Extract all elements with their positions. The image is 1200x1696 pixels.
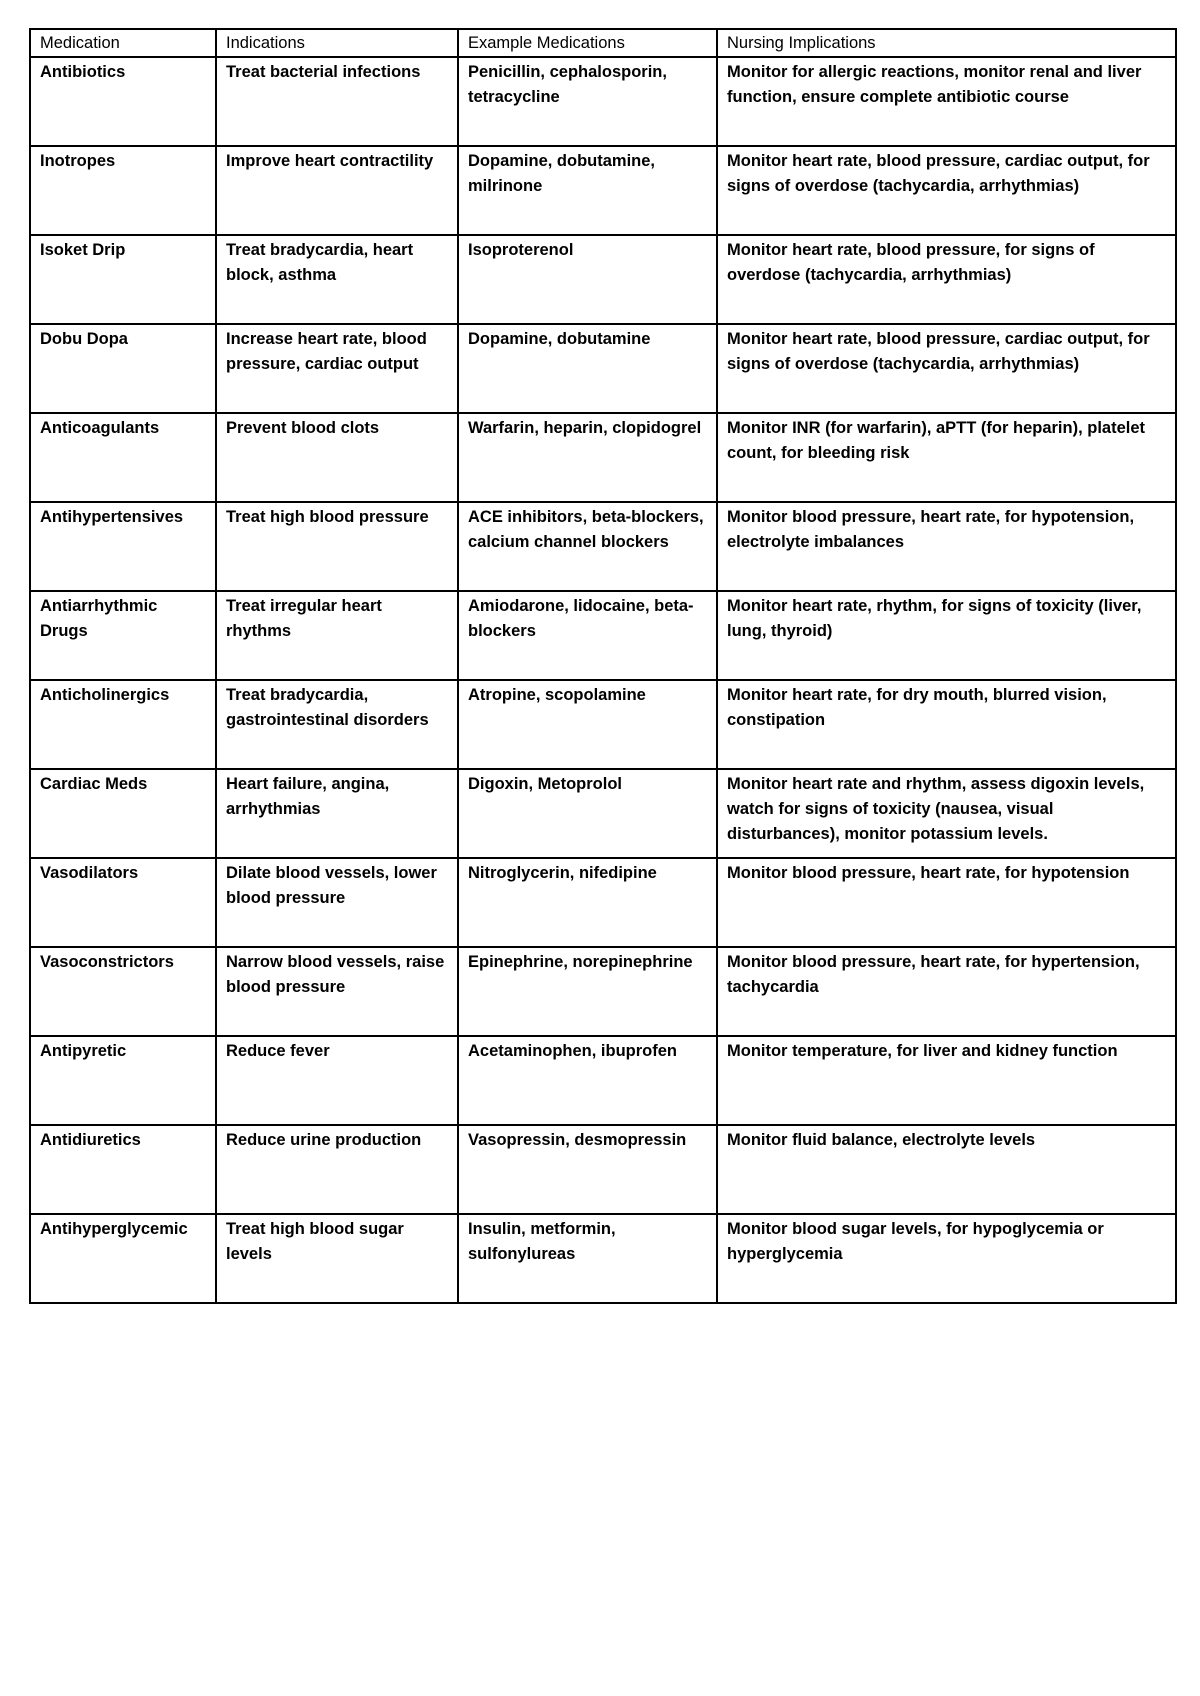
cell-nursing-implications: Monitor heart rate and rhythm, assess digoxin levels, watch for signs of toxicity (nausea, visual disturbances), monitor potassium levels. [717,769,1176,858]
table-row [30,413,1176,502]
cell-indications: Treat bradycardia, gastrointestinal disorders [216,680,458,769]
header-indications: Indications [216,29,458,57]
table-row [30,1125,1176,1214]
header-row [30,29,1176,57]
cell-indications: Treat bacterial infections [216,57,458,146]
cell-nursing-implications: Monitor heart rate, for dry mouth, blurred vision, constipation [717,680,1176,769]
cell-medication: Antihyperglycemic [30,1214,216,1303]
cell-nursing-implications: Monitor blood pressure, heart rate, for hypertension, tachycardia [717,947,1176,1036]
cell-example-medications: Nitroglycerin, nifedipine [458,858,717,947]
cell-medication: Antipyretic [30,1036,216,1125]
table-row [30,858,1176,947]
cell-example-medications: Insulin, metformin, sulfonylureas [458,1214,717,1303]
table-body [30,57,1176,1303]
table-row [30,769,1176,858]
cell-example-medications: Epinephrine, norepinephrine [458,947,717,1036]
cell-medication: Isoket Drip [30,235,216,324]
cell-nursing-implications: Monitor fluid balance, electrolyte levels [717,1125,1176,1214]
cell-indications: Heart failure, angina, arrhythmias [216,769,458,858]
cell-medication: Dobu Dopa [30,324,216,413]
cell-example-medications: Dopamine, dobutamine [458,324,717,413]
cell-example-medications: Dopamine, dobutamine, milrinone [458,146,717,235]
cell-example-medications: Warfarin, heparin, clopidogrel [458,413,717,502]
cell-indications: Prevent blood clots [216,413,458,502]
cell-medication: Antihypertensives [30,502,216,591]
cell-medication: Cardiac Meds [30,769,216,858]
cell-example-medications: Isoproterenol [458,235,717,324]
cell-example-medications: ACE inhibitors, beta-blockers, calcium channel blockers [458,502,717,591]
table-row [30,146,1176,235]
cell-example-medications: Digoxin, Metoprolol [458,769,717,858]
table-row [30,591,1176,680]
cell-nursing-implications: Monitor heart rate, blood pressure, for signs of overdose (tachycardia, arrhythmias) [717,235,1176,324]
cell-indications: Reduce urine production [216,1125,458,1214]
header-medication: Medication [30,29,216,57]
cell-indications: Treat high blood sugar levels [216,1214,458,1303]
header-nursing-implications: Nursing Implications [717,29,1176,57]
cell-indications: Reduce fever [216,1036,458,1125]
cell-nursing-implications: Monitor blood pressure, heart rate, for hypotension [717,858,1176,947]
cell-indications: Treat high blood pressure [216,502,458,591]
cell-example-medications: Vasopressin, desmopressin [458,1125,717,1214]
cell-nursing-implications: Monitor INR (for warfarin), aPTT (for heparin), platelet count, for bleeding risk [717,413,1176,502]
cell-indications: Treat irregular heart rhythms [216,591,458,680]
table-row [30,680,1176,769]
cell-medication: Antidiuretics [30,1125,216,1214]
cell-example-medications: Penicillin, cephalosporin, tetracycline [458,57,717,146]
table-row [30,502,1176,591]
cell-nursing-implications: Monitor heart rate, blood pressure, cardiac output, for signs of overdose (tachycardia, arrhythmias) [717,324,1176,413]
cell-medication: Anticoagulants [30,413,216,502]
cell-medication: Anticholinergics [30,680,216,769]
cell-nursing-implications: Monitor blood sugar levels, for hypoglycemia or hyperglycemia [717,1214,1176,1303]
cell-nursing-implications: Monitor for allergic reactions, monitor renal and liver function, ensure complete antibiotic course [717,57,1176,146]
cell-example-medications: Amiodarone, lidocaine, beta-blockers [458,591,717,680]
cell-medication: Antiarrhythmic Drugs [30,591,216,680]
cell-example-medications: Acetaminophen, ibuprofen [458,1036,717,1125]
table-row [30,324,1176,413]
cell-medication: Inotropes [30,146,216,235]
cell-medication: Vasoconstrictors [30,947,216,1036]
cell-indications: Increase heart rate, blood pressure, cardiac output [216,324,458,413]
table-header [30,29,1176,57]
cell-indications: Narrow blood vessels, raise blood pressure [216,947,458,1036]
header-example-medications: Example Medications [458,29,717,57]
cell-nursing-implications: Monitor temperature, for liver and kidney function [717,1036,1176,1125]
cell-indications: Improve heart contractility [216,146,458,235]
cell-indications: Dilate blood vessels, lower blood pressure [216,858,458,947]
cell-nursing-implications: Monitor blood pressure, heart rate, for hypotension, electrolyte imbalances [717,502,1176,591]
cell-medication: Vasodilators [30,858,216,947]
table-row [30,235,1176,324]
cell-indications: Treat bradycardia, heart block, asthma [216,235,458,324]
cell-nursing-implications: Monitor heart rate, blood pressure, cardiac output, for signs of overdose (tachycardia, arrhythmias) [717,146,1176,235]
table-row [30,57,1176,146]
cell-medication: Antibiotics [30,57,216,146]
medication-table [29,28,1177,1304]
cell-example-medications: Atropine, scopolamine [458,680,717,769]
table-row [30,947,1176,1036]
cell-nursing-implications: Monitor heart rate, rhythm, for signs of toxicity (liver, lung, thyroid) [717,591,1176,680]
table-row [30,1036,1176,1125]
table-row [30,1214,1176,1303]
